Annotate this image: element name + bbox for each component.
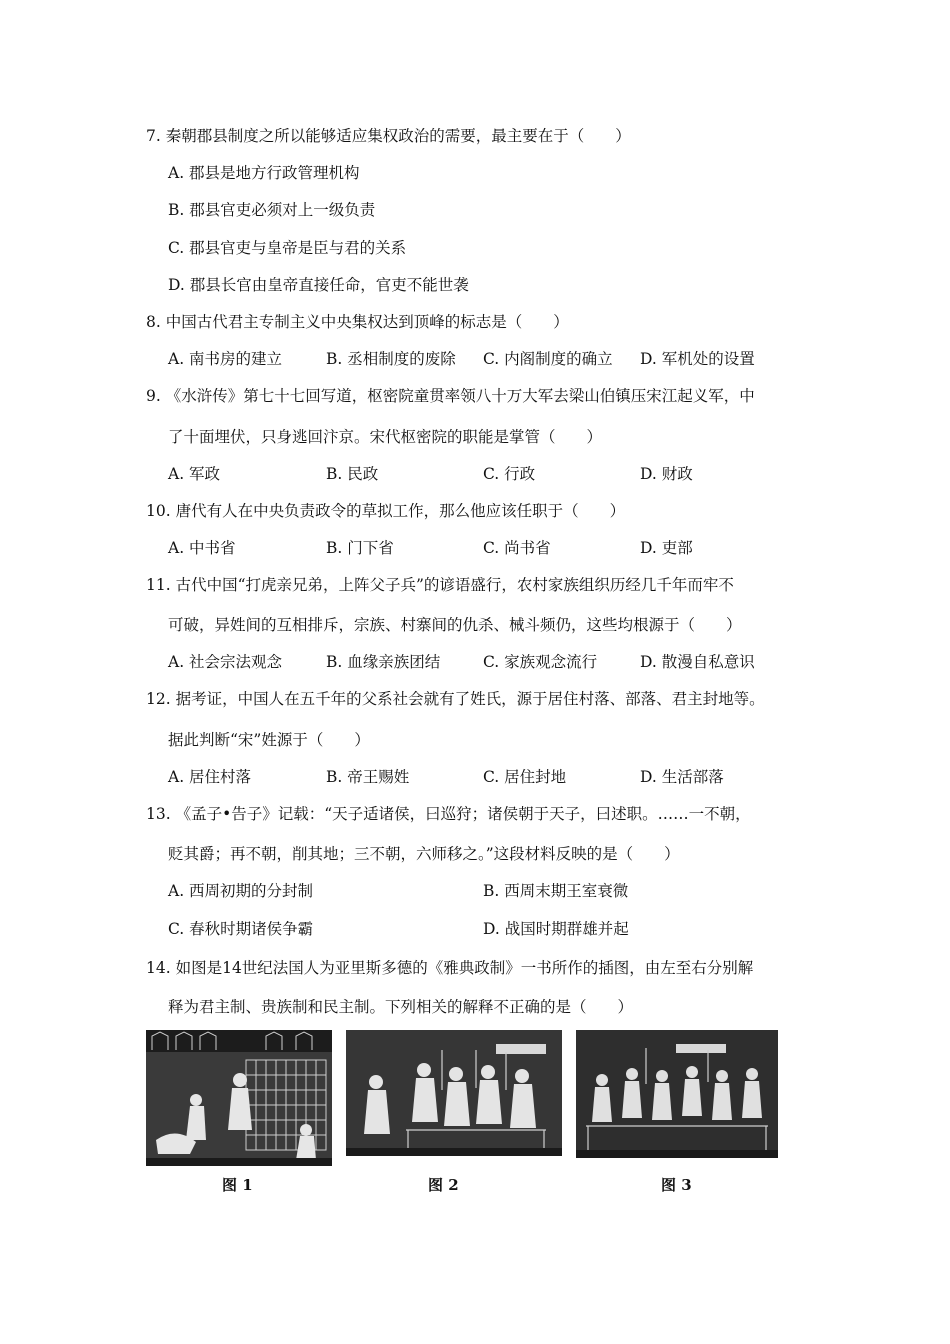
question-7-stem: 7. 秦朝郡县制度之所以能够适应集权政治的需要，最主要在于（ ） xyxy=(146,127,631,145)
question-7-option-d: D. 郡县长官由皇帝直接任命，官吏不能世袭 xyxy=(168,276,469,294)
question-11-option-c: C. 家族观念流行 xyxy=(483,653,598,671)
question-8-option-c: C. 内阁制度的确立 xyxy=(483,350,613,368)
question-8-option-d: D. 军机处的设置 xyxy=(640,350,755,368)
question-9-stem-continued: 了十面埋伏，只身逃回汴京。宋代枢密院的职能是掌管（ ） xyxy=(168,428,603,446)
question-9-option-a: A. 军政 xyxy=(168,465,221,483)
question-8-stem: 8. 中国古代君主专制主义中央集权达到顶峰的标志是（ ） xyxy=(146,313,569,331)
question-11-option-a: A. 社会宗法观念 xyxy=(168,653,283,671)
question-11-option-b: B. 血缘亲族团结 xyxy=(326,653,441,671)
question-13-option-c: C. 春秋时期诸侯争霸 xyxy=(168,920,314,938)
question-13-option-b: B. 西周末期王室衰微 xyxy=(483,882,629,900)
question-9-option-c: C. 行政 xyxy=(483,465,536,483)
question-12-option-a: A. 居住村落 xyxy=(168,768,252,786)
question-11-option-d: D. 散漫自私意识 xyxy=(640,653,755,671)
question-13-stem: 13. 《孟子•告子》记载：“天子适诸侯，曰巡狩；诸侯朝于天子，曰述职。……一不朝， xyxy=(146,805,751,823)
question-8-option-b: B. 丞相制度的废除 xyxy=(326,350,456,368)
question-7-option-b: B. 郡县官吏必须对上一级负责 xyxy=(168,201,376,219)
question-11-stem: 11. 古代中国“打虎亲兄弟，上阵父子兵”的谚语盛行，农村家族组织历经几千年而牢不 xyxy=(146,576,734,594)
question-10-stem: 10. 唐代有人在中央负责政令的草拟工作，那么他应该任职于（ ） xyxy=(146,502,626,520)
question-14-stem-continued: 释为君主制、贵族制和民主制。下列相关的解释不正确的是（ ） xyxy=(168,998,634,1016)
question-13-option-d: D. 战国时期群雄并起 xyxy=(483,920,629,938)
figure-2-illustration xyxy=(346,1030,562,1156)
question-10-option-c: C. 尚书省 xyxy=(483,539,551,557)
figure-3-caption: 图 3 xyxy=(661,1176,692,1194)
question-7-option-c: C. 郡县官吏与皇帝是臣与君的关系 xyxy=(168,239,407,257)
question-11-stem-continued: 可破，异姓间的互相排斥，宗族、村寨间的仇杀、械斗频仍，这些均根源于（ ） xyxy=(168,616,742,634)
question-13-option-a: A. 西周初期的分封制 xyxy=(168,882,314,900)
question-12-stem: 12. 据考证，中国人在五千年的父系社会就有了姓氏，源于居住村落、部落、君主封地等。 xyxy=(146,690,765,708)
question-12-option-b: B. 帝王赐姓 xyxy=(326,768,410,786)
question-13-stem-continued: 贬其爵；再不朝，削其地；三不朝，六师移之。”这段材料反映的是（ ） xyxy=(168,845,680,863)
figure-3-illustration xyxy=(576,1030,778,1158)
question-9-stem: 9. 《水浒传》第七十七回写道，枢密院童贯率领八十万大军去梁山伯镇压宋江起义军，中 xyxy=(146,387,755,405)
question-10-option-b: B. 门下省 xyxy=(326,539,394,557)
question-12-option-c: C. 居住封地 xyxy=(483,768,567,786)
question-12-option-d: D. 生活部落 xyxy=(640,768,724,786)
question-9-option-d: D. 财政 xyxy=(640,465,693,483)
question-12-stem-continued: 据此判断“宋”姓源于（ ） xyxy=(168,731,370,749)
question-10-option-a: A. 中书省 xyxy=(168,539,236,557)
question-7-option-a: A. 郡县是地方行政管理机构 xyxy=(168,164,360,182)
question-9-option-b: B. 民政 xyxy=(326,465,379,483)
question-8-option-a: A. 南书房的建立 xyxy=(168,350,283,368)
figure-1-illustration xyxy=(146,1030,332,1166)
figure-1-caption: 图 1 xyxy=(222,1176,253,1194)
question-10-option-d: D. 吏部 xyxy=(640,539,693,557)
figure-2-caption: 图 2 xyxy=(428,1176,459,1194)
question-14-stem: 14. 如图是14世纪法国人为亚里斯多德的《雅典政制》一书所作的插图，由左至右分别解 xyxy=(146,959,754,977)
